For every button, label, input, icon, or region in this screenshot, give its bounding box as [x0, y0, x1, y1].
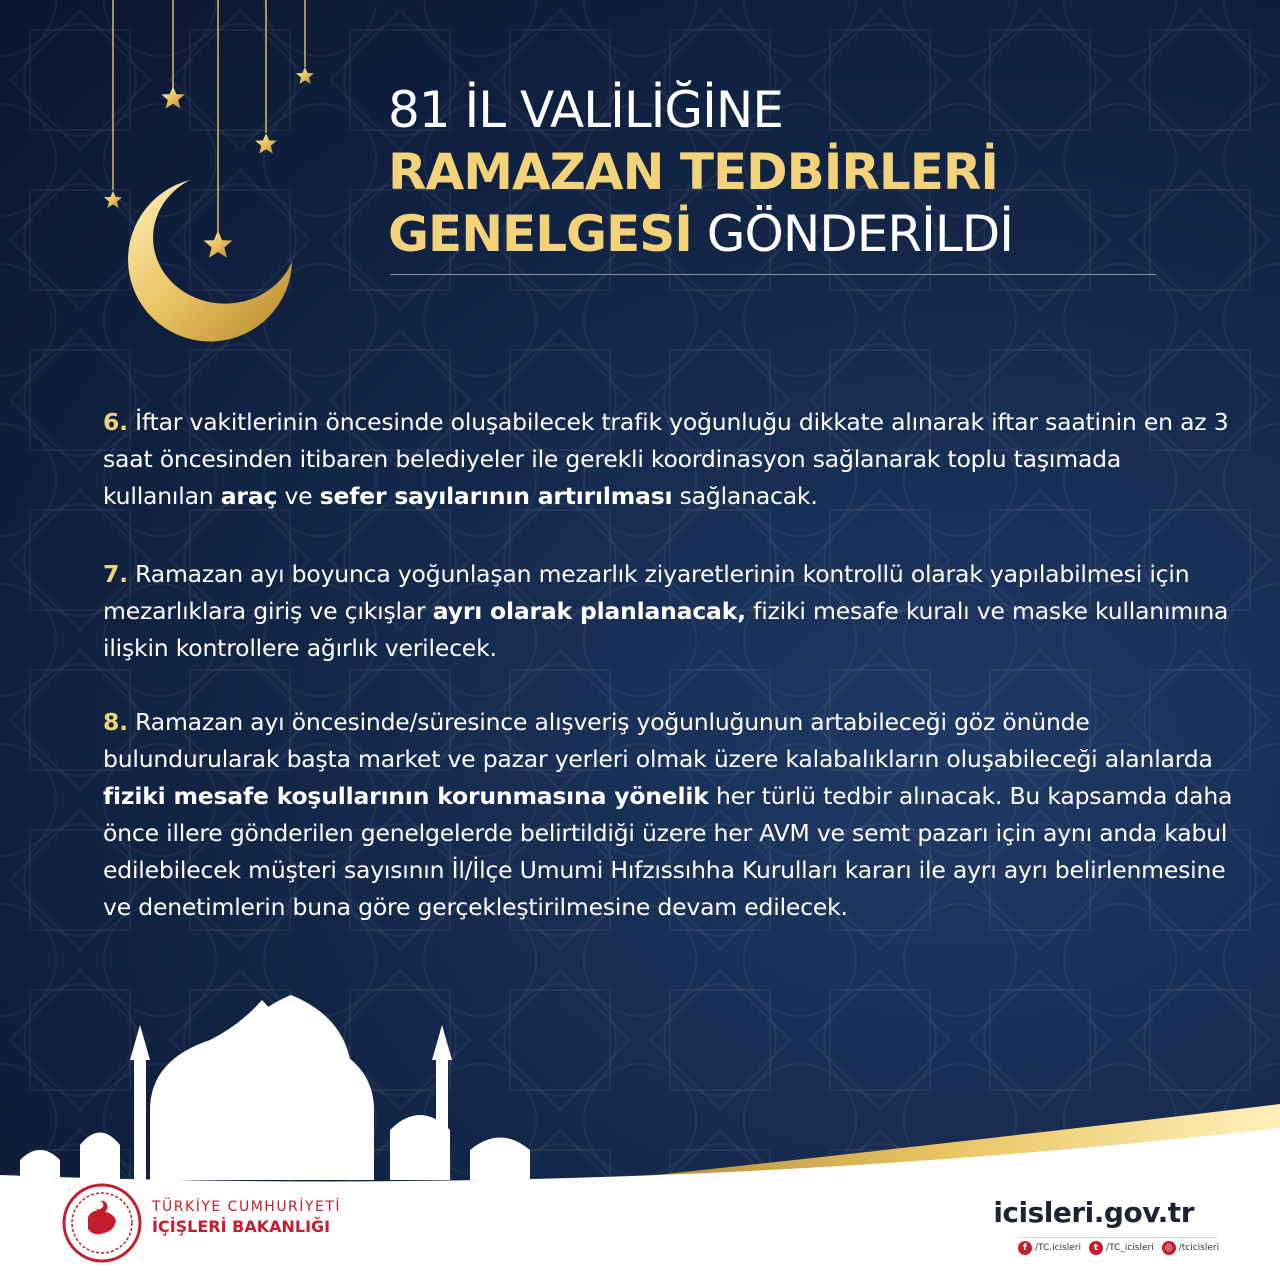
item-text: Ramazan ayı boyunca yoğunlaşan mezarlık ziyaretlerinin kontrollü olarak yapılabilmesi için mezarlıklara giriş ve çıkışlar: [103, 560, 1190, 625]
item-text: sağlanacak.: [672, 482, 818, 510]
item-text: her türlü tedbir alınacak. Bu kapsamda daha önce illere gönderilen genelgelerde belirtildiği üzere her AVM ve semt pazarı için aynı anda kabul edilebilecek müşteri sayısının İl/İlçe Umumi Hıfzıssıhha Kurulları kararı ile ayrı ayrı belirlenmesine ve denetimlerin buna göre gerçekleştirilmesine devam edilecek.: [103, 782, 1233, 921]
mosque-silhouette-icon: [20, 995, 530, 1180]
title-line-1: 81 İL VALİLİĞİNE: [388, 81, 783, 139]
title-line-2: RAMAZAN TEDBİRLERİ: [388, 143, 998, 201]
social-link-twitter[interactable]: [1089, 1241, 1154, 1255]
social-divider: [1018, 1237, 1218, 1238]
item-number: 8.: [103, 708, 128, 736]
website-link[interactable]: icisleri.gov.tr: [993, 1196, 1194, 1229]
item-text: ve: [277, 482, 320, 510]
ministry-name: [152, 1198, 341, 1238]
facebook-icon: f: [1018, 1241, 1032, 1255]
title-line-3-rest: GÖNDERİLDİ: [691, 205, 1013, 263]
title-line-3-highlight: GENELGESİ: [388, 205, 692, 263]
social-handle: /TC_icisleri: [1106, 1243, 1154, 1253]
item-number: 6.: [103, 408, 128, 436]
item-highlight: sefer sayılarının artırılması: [319, 482, 673, 510]
social-link-facebook[interactable]: [1018, 1241, 1081, 1255]
item-highlight: fiziki mesafe koşullarının korunmasına yönelik: [103, 782, 709, 810]
twitter-icon: t: [1089, 1241, 1103, 1255]
item-highlight: ayrı olarak planlanacak,: [432, 597, 746, 625]
item-highlight: araç: [220, 482, 278, 510]
instagram-icon: ◎: [1162, 1241, 1176, 1255]
ministry-seal-icon: [64, 1185, 140, 1261]
item-text: Ramazan ayı öncesinde/süresince alışveriş yoğunluğunun artabileceği göz önünde bulundurularak başta market ve pazar yerleri olmak üzere kalabalıkların oluşabileceği alanlarda: [103, 708, 1213, 773]
ministry-name-line-1: TÜRKİYE CUMHURİYETİ: [152, 1199, 341, 1215]
social-handle: /tcicisleri: [1178, 1243, 1220, 1253]
social-handle: /TC.icisleri: [1035, 1243, 1082, 1253]
social-links: [1018, 1241, 1219, 1255]
social-link-instagram[interactable]: [1162, 1241, 1219, 1255]
item-text: İftar vakitlerinin öncesinde oluşabilecek trafik yoğunluğu dikkate alınarak iftar saatinin en az 3 saat öncesinden itibaren belediyeler ile gerekli koordinasyon sağlanarak toplu taşımada kullanılan: [103, 408, 1229, 510]
ministry-name-line-2: İÇİŞLERİ BAKANLIĞI: [152, 1217, 331, 1236]
item-number: 7.: [103, 560, 128, 588]
item-text: fiziki mesafe kuralı ve maske kullanımına ilişkin kontrollere ağırlık verilecek.: [103, 597, 1229, 662]
